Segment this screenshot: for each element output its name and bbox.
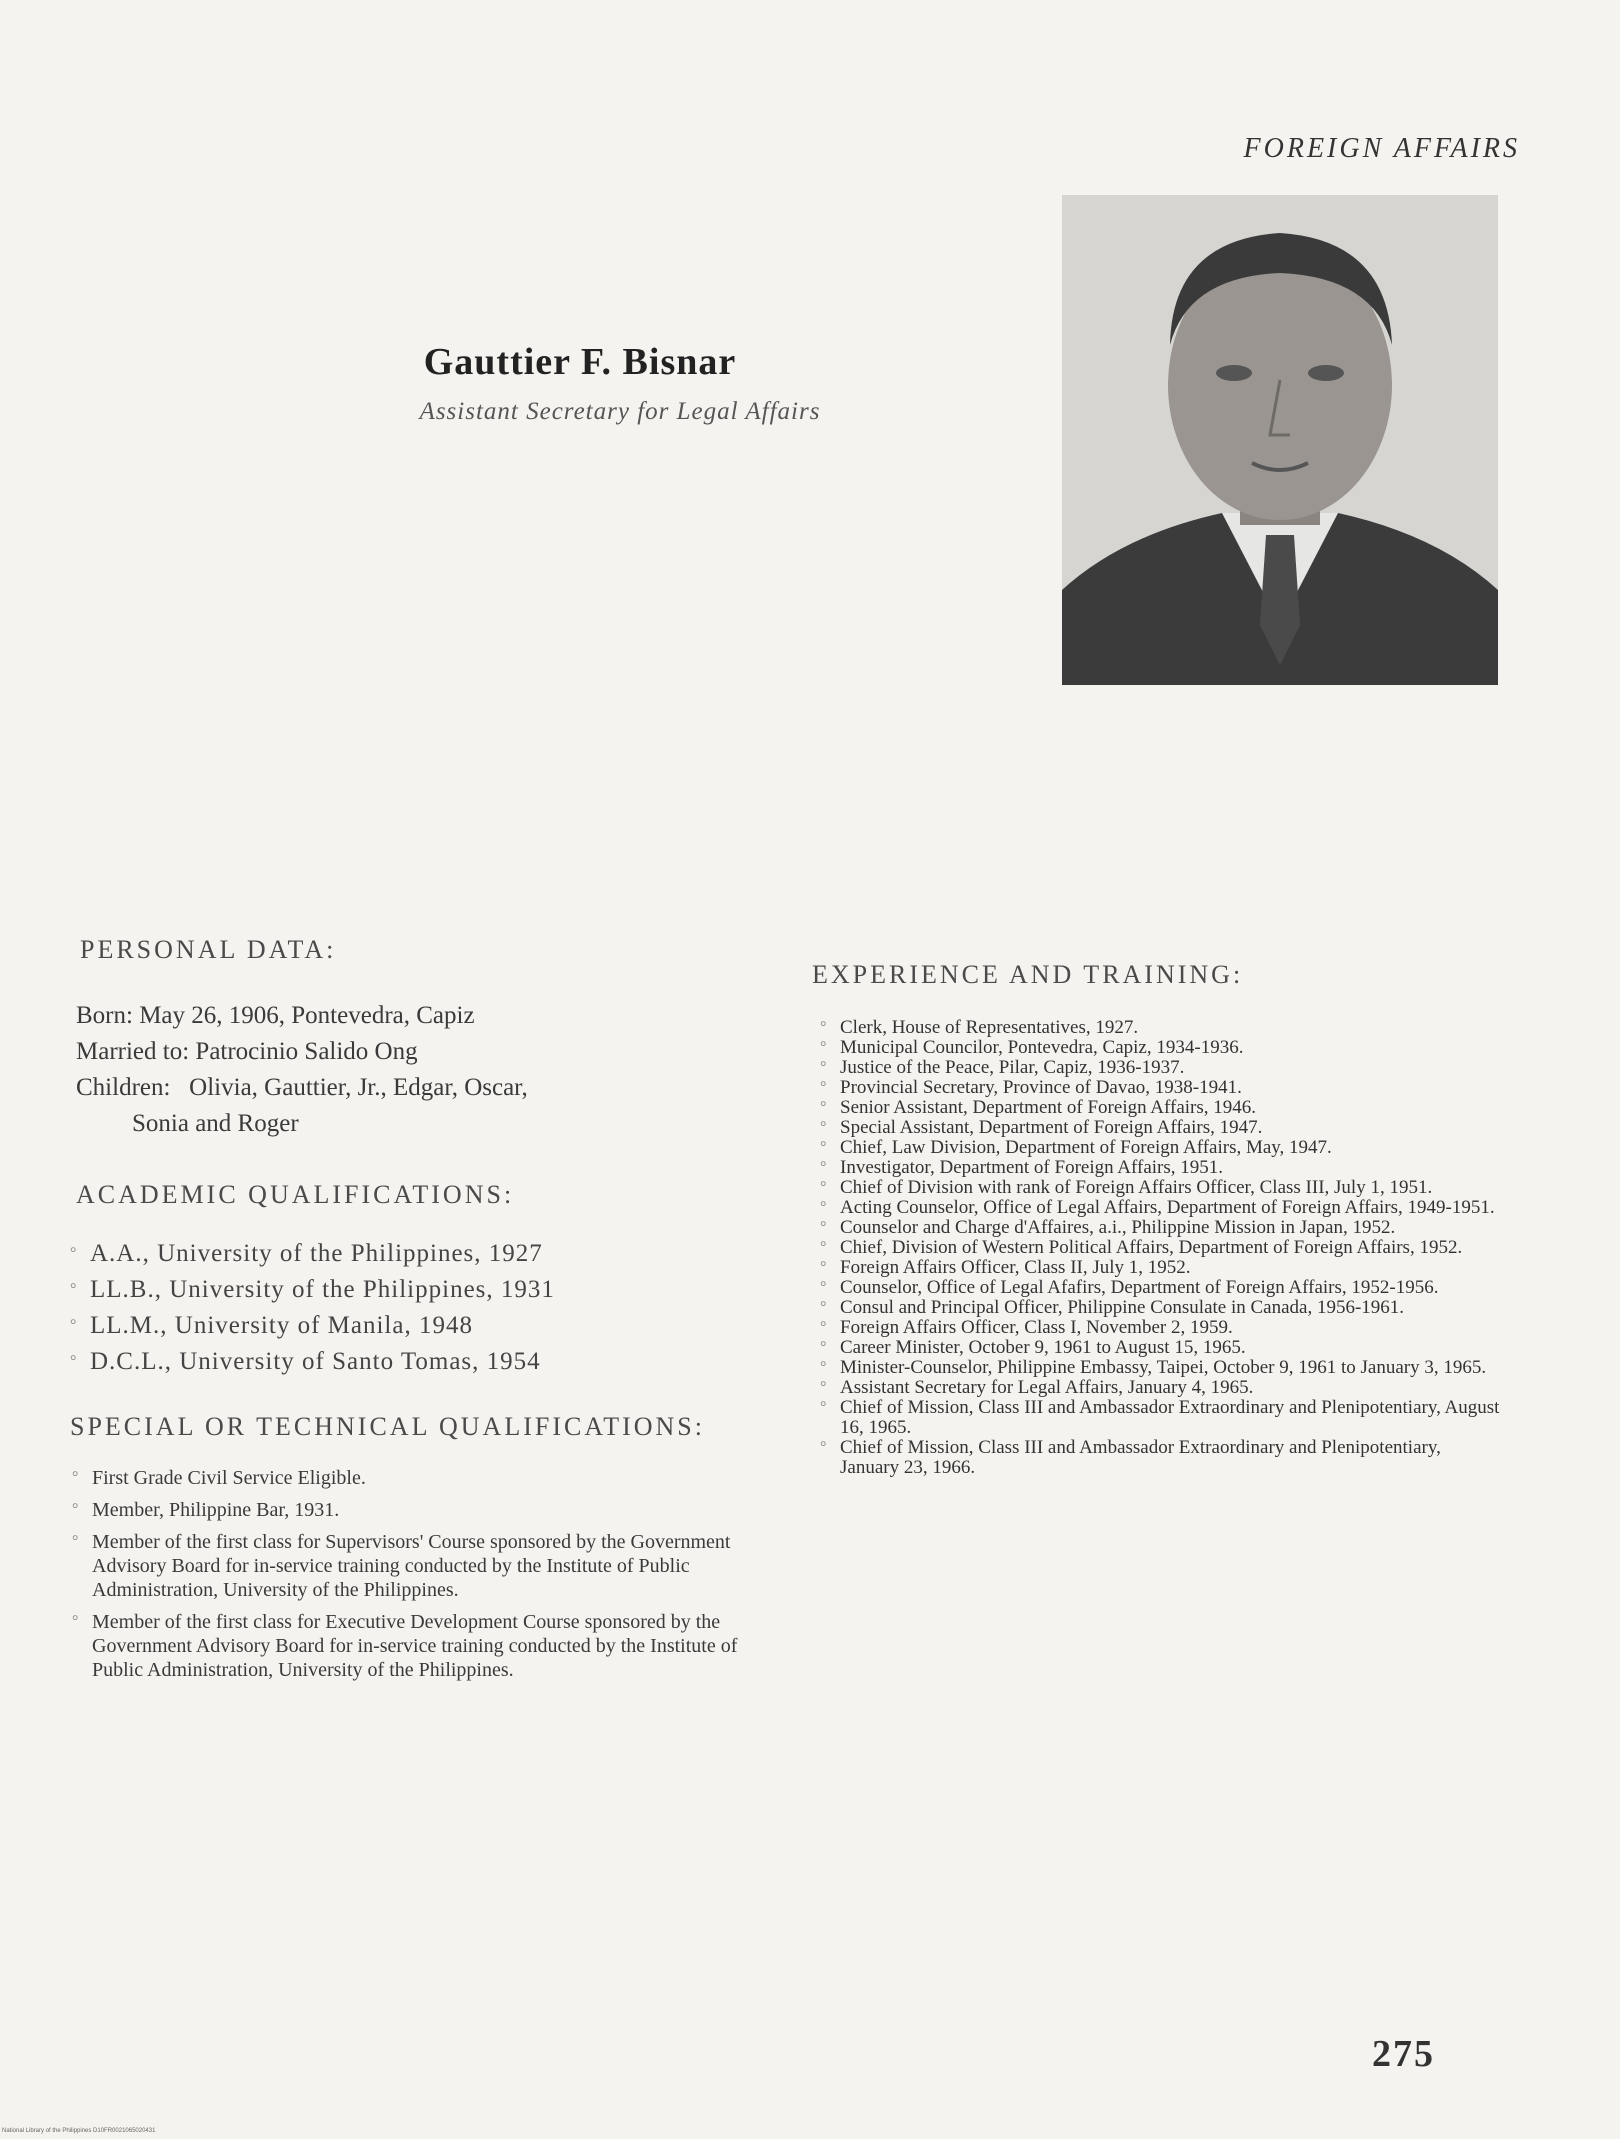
- bullet-icon: °: [820, 1159, 827, 1176]
- bullet-icon: °: [820, 1219, 827, 1236]
- bullet-icon: °: [820, 1039, 827, 1056]
- bullet-icon: °: [820, 1139, 827, 1156]
- list-item: ° LL.B., University of the Philippines, 1931: [70, 1272, 750, 1308]
- bullet-icon: °: [820, 1339, 827, 1356]
- section-header: FOREIGN AFFAIRS: [1243, 133, 1520, 164]
- bullet-icon: °: [820, 1059, 827, 1076]
- bullet-icon: °: [820, 1179, 827, 1196]
- list-item: ° Chief of Mission, Class III and Ambassador Extraordinary and Plenipotentiary, August 16, 1965.: [820, 1397, 1500, 1438]
- bullet-icon: °: [820, 1239, 827, 1256]
- list-item: ° Assistant Secretary for Legal Affairs, January 4, 1965.: [820, 1377, 1254, 1398]
- personal-data-heading: PERSONAL DATA:: [80, 935, 337, 964]
- bullet-icon: °: [70, 1317, 78, 1334]
- bullet-icon: °: [70, 1281, 78, 1298]
- list-item: ° Consul and Principal Officer, Philippine Consulate in Canada, 1956-1961.: [820, 1297, 1405, 1318]
- bullet-icon: °: [820, 1079, 827, 1096]
- list-item: ° Municipal Councilor, Pontevedra, Capiz, 1934-1936.: [820, 1037, 1244, 1058]
- bullet-icon: °: [820, 1279, 827, 1296]
- academic-heading: ACADEMIC QUALIFICATIONS:: [76, 1180, 515, 1209]
- bullet-icon: °: [820, 1119, 827, 1136]
- list-item: ° First Grade Civil Service Eligible.: [72, 1467, 366, 1489]
- personal-data-section: [76, 998, 756, 1142]
- bullet-icon: °: [820, 1399, 827, 1416]
- bullet-icon: °: [820, 1259, 827, 1276]
- bullet-icon: °: [820, 1359, 827, 1376]
- list-item: ° Chief of Division with rank of Foreign Affairs Officer, Class III, July 1, 1951.: [820, 1177, 1433, 1198]
- bullet-icon: °: [72, 1501, 79, 1518]
- children-info-continued: Sonia and Roger: [132, 1110, 299, 1137]
- special-qualifications-list: [72, 1466, 752, 1690]
- list-item: ° Member of the first class for Supervisors' Course sponsored by the Government Advisory Board for in-service training conducted by the Institute of Public Administration, University of the Philippines.: [72, 1531, 731, 1601]
- list-item: ° Counselor, Office of Legal Afafirs, Department of Foreign Affairs, 1952-1956.: [820, 1277, 1439, 1298]
- list-item: ° Member of the first class for Executive Development Course sponsored by the Government Advisory Board for in-service training conducted by the Institute of Public Administration, University of the Philippines.: [72, 1611, 738, 1681]
- bullet-icon: °: [72, 1533, 79, 1550]
- list-item: ° A.A., University of the Philippines, 1927: [70, 1236, 750, 1272]
- bullet-icon: °: [72, 1613, 79, 1630]
- list-item: ° Justice of the Peace, Pilar, Capiz, 1936-1937.: [820, 1057, 1185, 1078]
- person-title: Assistant Secretary for Legal Affairs: [419, 398, 821, 425]
- bullet-icon: °: [70, 1245, 78, 1262]
- list-item: ° Chief, Law Division, Department of Foreign Affairs, May, 1947.: [820, 1137, 1332, 1158]
- list-item: ° Foreign Affairs Officer, Class II, July 1, 1952.: [820, 1257, 1191, 1278]
- portrait-illustration: [1062, 195, 1498, 685]
- list-item: ° Chief of Mission, Class III and Ambassador Extraordinary and Plenipotentiary, January 23, 1966.: [820, 1437, 1441, 1478]
- spouse-info: Married to: Patrocinio Salido Ong: [76, 1038, 418, 1065]
- portrait-photo: [1062, 195, 1498, 685]
- bullet-icon: °: [820, 1019, 827, 1036]
- special-qualifications-heading: SPECIAL OR TECHNICAL QUALIFICATIONS:: [70, 1412, 705, 1441]
- list-item: ° Special Assistant, Department of Foreign Affairs, 1947.: [820, 1117, 1263, 1138]
- academic-list: [70, 1236, 750, 1380]
- list-item: ° Minister-Counselor, Philippine Embassy, Taipei, October 9, 1961 to January 3, 1965.: [820, 1357, 1487, 1378]
- person-name: Gauttier F. Bisnar: [423, 341, 737, 383]
- list-item: ° D.C.L., University of Santo Tomas, 1954: [70, 1344, 750, 1380]
- bullet-icon: °: [820, 1379, 827, 1396]
- list-item: ° Chief, Division of Western Political Affairs, Department of Foreign Affairs, 1952.: [820, 1237, 1463, 1258]
- footer-note: National Library of the Philippines D10FR0021065020431: [2, 2128, 156, 2134]
- list-item: ° LL.M., University of Manila, 1948: [70, 1308, 750, 1344]
- bullet-icon: °: [820, 1199, 827, 1216]
- bullet-icon: °: [72, 1469, 79, 1486]
- children-info: Children: Olivia, Gauttier, Jr., Edgar, Oscar,: [76, 1074, 528, 1101]
- experience-list: [820, 1018, 1500, 1478]
- list-item: ° Member, Philippine Bar, 1931.: [72, 1499, 340, 1521]
- list-item: ° Clerk, House of Representatives, 1927.: [820, 1017, 1139, 1038]
- bullet-icon: °: [70, 1353, 78, 1370]
- bullet-icon: °: [820, 1439, 827, 1456]
- list-item: ° Provincial Secretary, Province of Davao, 1938-1941.: [820, 1077, 1242, 1098]
- experience-heading: EXPERIENCE AND TRAINING:: [812, 960, 1244, 989]
- bullet-icon: °: [820, 1299, 827, 1316]
- list-item: ° Counselor and Charge d'Affaires, a.i., Philippine Mission in Japan, 1952.: [820, 1217, 1396, 1238]
- birth-info: Born: May 26, 1906, Pontevedra, Capiz: [76, 1002, 475, 1029]
- bullet-icon: °: [820, 1099, 827, 1116]
- bullet-icon: °: [820, 1319, 827, 1336]
- list-item: ° Acting Counselor, Office of Legal Affairs, Department of Foreign Affairs, 1949-1951.: [820, 1197, 1495, 1218]
- list-item: ° Career Minister, October 9, 1961 to August 15, 1965.: [820, 1337, 1246, 1358]
- page-number: 275: [1372, 2033, 1435, 2075]
- list-item: ° Senior Assistant, Department of Foreign Affairs, 1946.: [820, 1097, 1257, 1118]
- list-item: ° Investigator, Department of Foreign Affairs, 1951.: [820, 1157, 1224, 1178]
- list-item: ° Foreign Affairs Officer, Class I, November 2, 1959.: [820, 1317, 1233, 1338]
